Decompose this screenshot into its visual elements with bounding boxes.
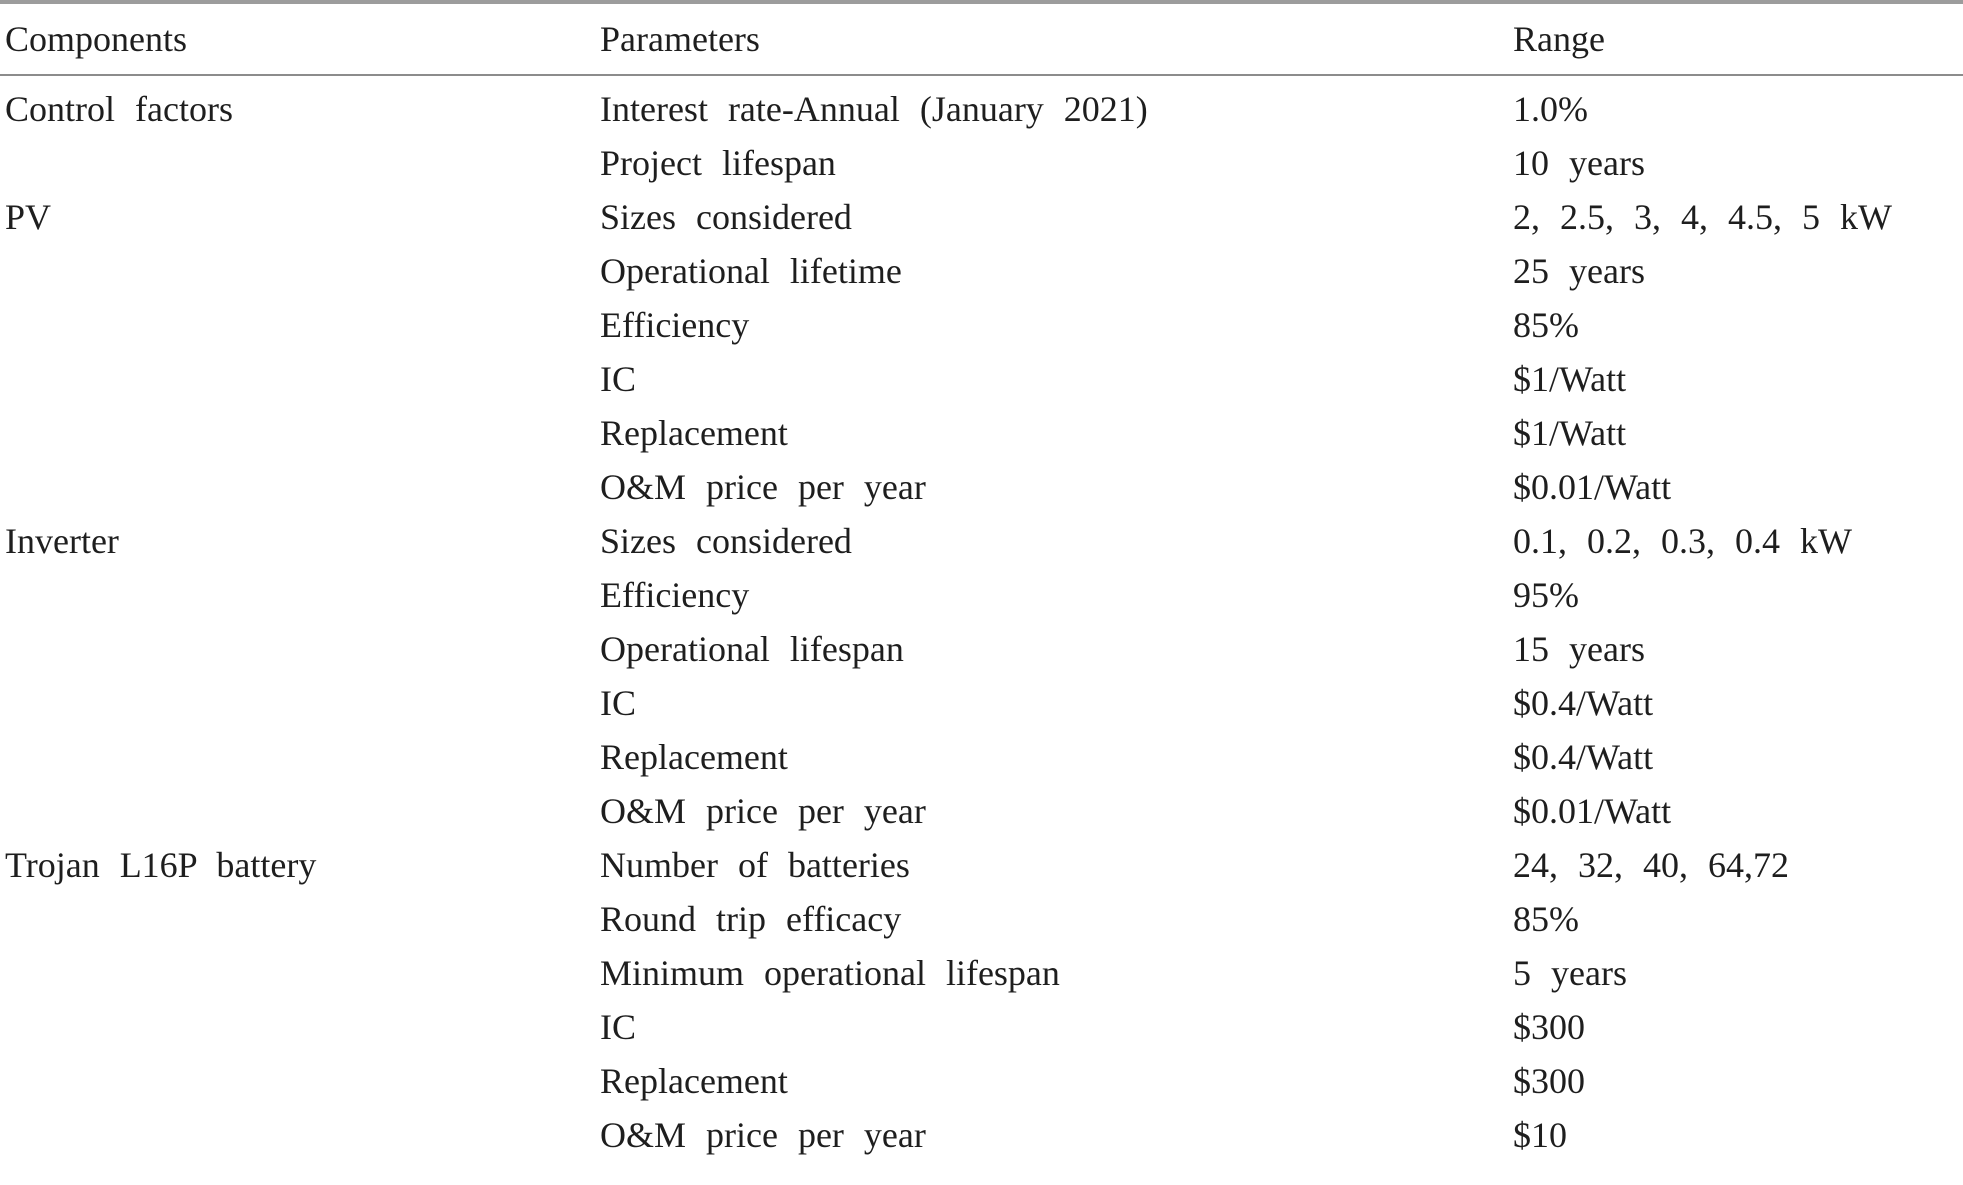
parameter-cell: Project lifespan [600, 143, 836, 183]
table-row [0, 1054, 1963, 1108]
parameter-cell: Sizes considered [600, 197, 852, 237]
component-cell [0, 352, 600, 406]
component-cell [0, 568, 600, 622]
table-row [0, 136, 1963, 190]
range-cell: 25 years [1513, 251, 1645, 291]
component-cell: Control factors [5, 89, 233, 129]
component-cell [0, 892, 600, 946]
range-cell: 24, 32, 40, 64,72 [1513, 845, 1789, 885]
parameter-cell: Sizes considered [600, 521, 852, 561]
table-row [0, 460, 1963, 514]
range-cell: $0.01/Watt [1513, 791, 1672, 831]
table-row [0, 1108, 1963, 1185]
table-body [0, 75, 1963, 1185]
component-cell [0, 676, 600, 730]
table-row [0, 406, 1963, 460]
parameter-cell: Replacement [600, 413, 788, 453]
table-row [0, 892, 1963, 946]
component-cell [0, 298, 600, 352]
range-cell: 0.1, 0.2, 0.3, 0.4 kW [1513, 521, 1852, 561]
range-cell: 95% [1513, 575, 1579, 615]
table-row [0, 784, 1963, 838]
parameter-cell: Operational lifetime [600, 251, 902, 291]
range-cell: $0.4/Watt [1513, 737, 1654, 777]
table-row [0, 298, 1963, 352]
component-cell [0, 1108, 600, 1185]
component-cell [0, 946, 600, 1000]
parameter-cell: IC [600, 683, 636, 723]
parameter-cell: Replacement [600, 1061, 788, 1101]
table-row [0, 730, 1963, 784]
component-cell: Trojan L16P battery [5, 845, 317, 885]
table-row [0, 1000, 1963, 1054]
table-row [0, 946, 1963, 1000]
parameter-cell: Interest rate-Annual (January 2021) [600, 89, 1148, 129]
column-header-parameters: Parameters [600, 2, 1513, 75]
parameter-cell: O&M price per year [600, 467, 926, 507]
range-cell: $0.01/Watt [1513, 467, 1672, 507]
range-cell: $10 [1513, 1115, 1567, 1155]
table-header [0, 2, 1963, 75]
component-cell [0, 1054, 600, 1108]
parameter-cell: Operational lifespan [600, 629, 904, 669]
parameter-cell: O&M price per year [600, 791, 926, 831]
table-row [0, 352, 1963, 406]
parameter-cell: Minimum operational lifespan [600, 953, 1060, 993]
table-row [0, 568, 1963, 622]
range-cell: 85% [1513, 305, 1579, 345]
component-cell: Inverter [5, 521, 119, 561]
parameter-cell: Replacement [600, 737, 788, 777]
column-header-components: Components [0, 2, 600, 75]
range-cell: $0.4/Watt [1513, 683, 1654, 723]
table-row [0, 838, 1963, 892]
parameter-cell: O&M price per year [600, 1115, 926, 1155]
component-cell [0, 136, 600, 190]
table-row [0, 244, 1963, 298]
parameter-cell: IC [600, 359, 636, 399]
range-cell: $300 [1513, 1007, 1585, 1047]
range-cell: $1/Watt [1513, 413, 1627, 453]
range-cell: 1.0% [1513, 89, 1588, 129]
parameter-cell: Efficiency [600, 575, 750, 615]
component-cell [0, 406, 600, 460]
range-cell: 2, 2.5, 3, 4, 4.5, 5 kW [1513, 197, 1892, 237]
range-cell: $1/Watt [1513, 359, 1627, 399]
table-row [0, 75, 1963, 136]
component-cell [0, 244, 600, 298]
range-cell: 10 years [1513, 143, 1645, 183]
component-cell [0, 622, 600, 676]
component-cell [0, 730, 600, 784]
table-row [0, 190, 1963, 244]
parameter-cell: Number of batteries [600, 845, 910, 885]
table-header-row [0, 2, 1963, 75]
component-cell [0, 784, 600, 838]
range-cell: 15 years [1513, 629, 1645, 669]
table-row [0, 622, 1963, 676]
table-row [0, 676, 1963, 730]
range-cell: 85% [1513, 899, 1579, 939]
parameter-cell: Efficiency [600, 305, 750, 345]
table-row [0, 514, 1963, 568]
parameter-cell: Round trip efficacy [600, 899, 902, 939]
parameter-cell: IC [600, 1007, 636, 1047]
component-cell [0, 460, 600, 514]
range-cell: $300 [1513, 1061, 1585, 1101]
range-cell: 5 years [1513, 953, 1627, 993]
component-cell: PV [5, 197, 52, 237]
column-header-range: Range [1513, 2, 1963, 75]
component-cell [0, 1000, 600, 1054]
